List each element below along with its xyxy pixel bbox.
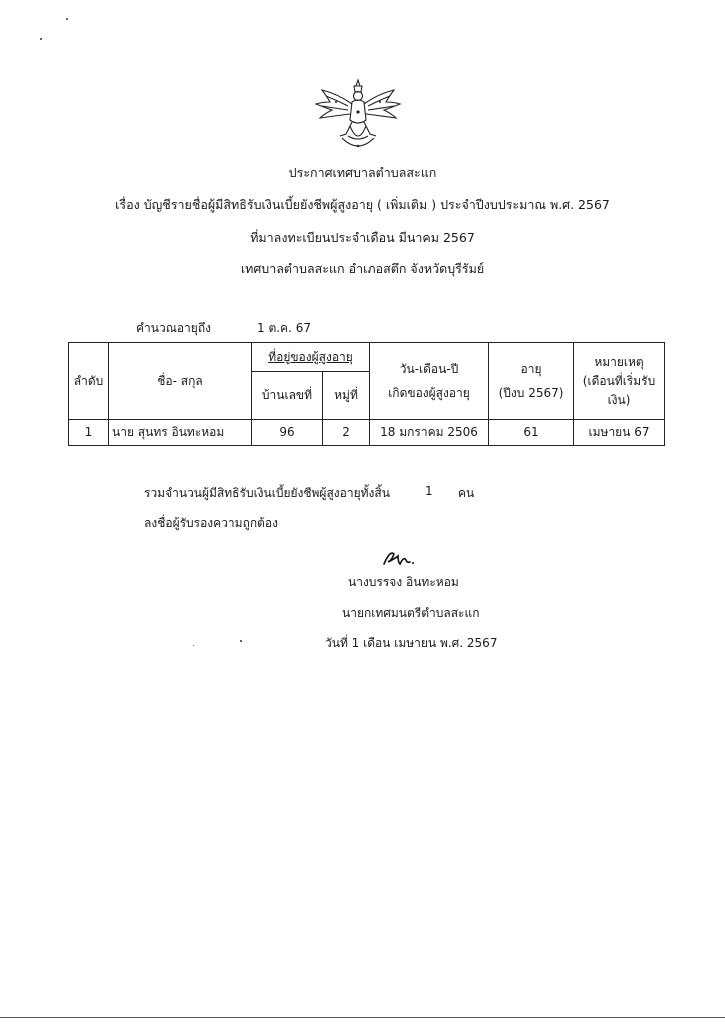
scan-speck bbox=[240, 640, 242, 642]
cell-house-no: 96 bbox=[252, 420, 323, 446]
scan-edge bbox=[0, 1017, 725, 1018]
header-house-no: บ้านเลขที่ bbox=[252, 372, 323, 420]
eligible-elderly-table bbox=[68, 342, 665, 446]
header-birth-date bbox=[370, 343, 489, 420]
total-label: รวมจำนวนผู้มีสิทธิรับเงินเบี้ยยังชีพผู้สูงอายุทั้งสิ้น bbox=[144, 486, 390, 500]
age-calc-date: 1 ต.ค. 67 bbox=[257, 321, 311, 335]
certify-label: ลงชื่อผู้รับรองความถูกต้อง bbox=[144, 516, 278, 530]
sign-date: วันที่ 1 เดือน เมษายน พ.ศ. 2567 bbox=[325, 636, 498, 650]
header-remark-line2: (เดือนที่เริ่มรับ bbox=[582, 373, 656, 388]
scan-speck bbox=[66, 18, 68, 20]
signature-mark bbox=[380, 548, 416, 568]
total-count: 1 bbox=[425, 484, 433, 498]
scan-speck bbox=[40, 38, 42, 40]
signatory-name: นางบรรจง อินทะหอม bbox=[348, 575, 459, 589]
cell-village-no: 2 bbox=[323, 420, 370, 446]
header-village-no: หมู่ที่ bbox=[323, 372, 370, 420]
header-age-line2: (ปีงบ 2567) bbox=[498, 386, 564, 400]
header-birth-date-line1: วัน-เดือน-ปี bbox=[399, 361, 459, 376]
header-age-line1: อายุ bbox=[520, 361, 542, 376]
header-age bbox=[489, 343, 574, 420]
header-remark-line1: หมายเหตุ bbox=[594, 354, 644, 369]
header-seq: ลำดับ bbox=[69, 343, 109, 420]
header-name: ชื่อ- สกุล bbox=[109, 343, 252, 420]
cell-age: 61 bbox=[489, 420, 574, 446]
document-subject: เรื่อง บัญชีรายชื่อผู้มีสิทธิรับเงินเบี้ยยังชีพผู้สูงอายุ ( เพิ่มเติม ) ประจำปีงบประมาณ พ.ศ. 2567 bbox=[115, 197, 610, 212]
cell-birth-date: 18 มกราคม 2506 bbox=[370, 420, 489, 446]
registration-month: ที่มาลงทะเบียนประจำเดือน มีนาคม 2567 bbox=[250, 230, 475, 245]
signatory-position: นายกเทศมนตรีตำบลสะแก bbox=[342, 606, 480, 620]
cell-remark: เมษายน 67 bbox=[574, 420, 665, 446]
header-remark bbox=[574, 343, 665, 420]
scan-speck bbox=[193, 645, 194, 646]
garuda-emblem-icon bbox=[312, 76, 404, 156]
total-unit: คน bbox=[458, 486, 475, 500]
header-address-group bbox=[252, 343, 370, 372]
org-title: ประกาศเทศบาลตำบลสะแก bbox=[288, 165, 437, 180]
table-row bbox=[69, 420, 665, 446]
header-remark-line3: เงิน) bbox=[607, 393, 631, 408]
municipality-location: เทศบาลตำบลสะแก อำเภอสตึก จังหวัดบุรีรัมย์ bbox=[240, 261, 485, 276]
header-address-group-label: ที่อยู่ของผู้สูงอายุ bbox=[268, 349, 353, 364]
cell-name: นาย สุนทร อินทะหอม bbox=[109, 420, 252, 446]
header-birth-date-line2: เกิดของผู้สูงอายุ bbox=[388, 386, 470, 400]
age-calc-label: คำนวณอายุถึง bbox=[136, 321, 211, 335]
cell-seq: 1 bbox=[69, 420, 109, 446]
